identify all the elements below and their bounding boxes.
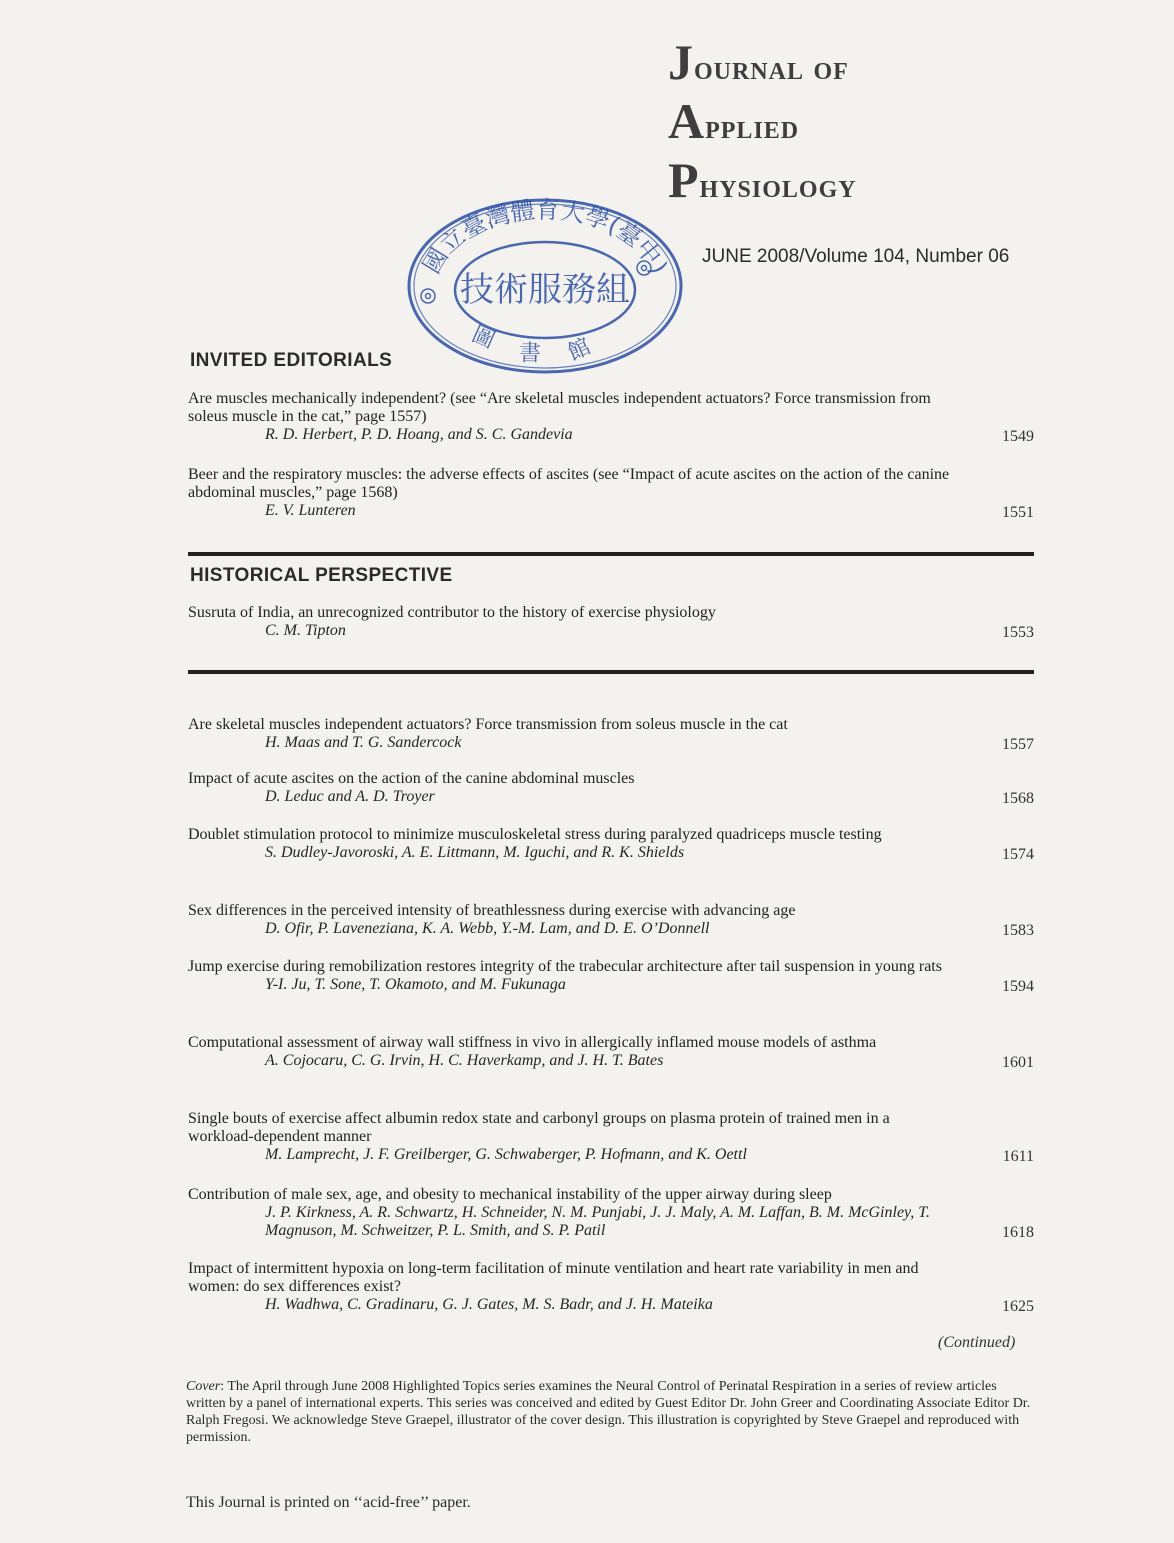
article-title: Are skeletal muscles independent actuators? Force transmission from soleus muscle in the cat [188, 716, 788, 733]
article-authors: D. Leduc and A. D. Troyer [265, 788, 435, 805]
page-number: 1625 [1002, 1298, 1034, 1315]
toc-entry[interactable] [188, 1260, 1036, 1314]
page-number: 1574 [1002, 846, 1034, 863]
cover-description [186, 1378, 1036, 1446]
article-title: Impact of acute ascites on the action of the canine abdominal muscles [188, 770, 635, 787]
toc-entry[interactable] [188, 390, 1036, 444]
article-title: Beer and the respiratory muscles: the adverse effects of ascites (see “Impact of acute ascites on the action of the canine abdominal muscles,” page 1568) [188, 466, 950, 501]
article-title: Computational assessment of airway wall stiffness in vivo in allergically inflamed mouse models of asthma [188, 1034, 877, 1051]
invited-editorials-heading: INVITED EDITORIALS [190, 350, 393, 371]
cover-text: : The April through June 2008 Highlighted Topics series examines the Neural Control of Perinatal Respiration in a series of review articles written by a panel of international experts. This series was conceived and edited by Guest Editor Dr. John Greer and Coordinating Associate Editor Dr. Ralph Fregosi. We acknowledge Steve Graepel, illustrator of the cover design. This illustration is copyrighted by Steve Graepel and reproduced with permission. [186, 1379, 1031, 1445]
page-number: 1549 [1002, 428, 1034, 445]
article-title: Doublet stimulation protocol to minimize musculoskeletal stress during paralyzed quadriceps muscle testing [188, 826, 882, 843]
page-number: 1557 [1002, 736, 1034, 753]
article-title: Contribution of male sex, age, and obesity to mechanical instability of the upper airway during sleep [188, 1186, 832, 1203]
toc-entry[interactable] [188, 1034, 1036, 1070]
page-number: 1568 [1002, 790, 1034, 807]
toc-entry[interactable] [188, 902, 1036, 938]
historical-perspective-heading: HISTORICAL PERSPECTIVE [190, 565, 453, 586]
masthead-line-1: Journal of [668, 34, 849, 90]
article-title: Susruta of India, an unrecognized contributor to the history of exercise physiology [188, 604, 716, 621]
page-number: 1618 [1002, 1224, 1034, 1241]
article-authors: R. D. Herbert, P. D. Hoang, and S. C. Gandevia [265, 426, 573, 443]
acid-free-note: This Journal is printed on ‘‘acid-free’’ paper. [186, 1494, 471, 1511]
article-title: Single bouts of exercise affect albumin redox state and carbonyl groups on plasma protein of trained men in a workload-dependent manner [188, 1110, 890, 1145]
article-authors: J. P. Kirkness, A. R. Schwartz, H. Schneider, N. M. Punjabi, J. J. Maly, A. M. Laffan, B. M. McGinley, T. Magnuson, M. Schweitzer, P. L. Smith, and S. P. Patil [265, 1204, 930, 1239]
page-number: 1601 [1002, 1054, 1034, 1071]
article-authors: Y-I. Ju, T. Sone, T. Okamoto, and M. Fukunaga [265, 976, 566, 993]
page-number: 1594 [1002, 978, 1034, 995]
continued-note: (Continued) [938, 1334, 1016, 1351]
masthead-line-3: Physiology [668, 152, 857, 208]
library-stamp [404, 196, 686, 376]
toc-entry[interactable] [188, 604, 1036, 640]
page-number: 1551 [1002, 504, 1034, 521]
article-authors: H. Maas and T. G. Sandercock [265, 734, 462, 751]
svg-text:圖書館 [468, 322, 622, 366]
stamp-center-text: 技術服務組 [460, 270, 630, 310]
stamp-top-text: 國立臺灣體育大學(臺中) [417, 196, 673, 279]
article-authors: M. Lamprecht, J. F. Greilberger, G. Schwaberger, P. Hofmann, and K. Oettl [265, 1146, 747, 1163]
toc-entry[interactable] [188, 1110, 1036, 1164]
article-title: Are muscles mechanically independent? (see “Are skeletal muscles independent actuators? Force transmission from soleus muscle in the cat,” page 1557) [188, 390, 931, 425]
page-number: 1611 [1002, 1148, 1034, 1165]
page-number: 1583 [1002, 922, 1034, 939]
toc-entry[interactable] [188, 770, 1036, 806]
article-title: Impact of intermittent hypoxia on long-term facilitation of minute ventilation and heart rate variability in men and women: do sex differences exist? [188, 1260, 919, 1295]
stamp-flower-icon [421, 289, 435, 303]
masthead-line-2: Applied [668, 93, 800, 149]
article-authors: D. Ofir, P. Laveneziana, K. A. Webb, Y.-M. Lam, and D. E. O’Donnell [265, 920, 710, 937]
article-authors: C. M. Tipton [265, 622, 346, 639]
toc-entry[interactable] [188, 466, 1036, 520]
journal-masthead [668, 36, 1108, 213]
article-authors: H. Wadhwa, C. Gradinaru, G. J. Gates, M. S. Badr, and J. H. Mateika [265, 1296, 713, 1313]
stamp-bottom-text: 圖書館 [468, 322, 622, 367]
toc-entry[interactable] [188, 958, 1036, 994]
page-number: 1553 [1002, 624, 1034, 641]
article-title: Jump exercise during remobilization restores integrity of the trabecular architecture after tail suspension in young rats [188, 958, 942, 975]
cover-label: Cover [186, 1379, 221, 1394]
issue-info: JUNE 2008/Volume 104, Number 06 [702, 246, 1010, 267]
article-authors: E. V. Lunteren [265, 502, 356, 519]
section-divider [188, 670, 1034, 674]
section-divider [188, 552, 1034, 556]
article-title: Sex differences in the perceived intensity of breathlessness during exercise with advancing age [188, 902, 796, 919]
article-authors: S. Dudley-Javoroski, A. E. Littmann, M. Iguchi, and R. K. Shields [265, 844, 685, 861]
toc-entry[interactable] [188, 716, 1036, 752]
article-authors: A. Cojocaru, C. G. Irvin, H. C. Haverkamp, and J. H. T. Bates [265, 1052, 664, 1069]
toc-entry[interactable] [188, 1186, 1036, 1240]
svg-text:國立臺灣體育大學(臺中) [417, 196, 673, 278]
toc-entry[interactable] [188, 826, 1036, 862]
